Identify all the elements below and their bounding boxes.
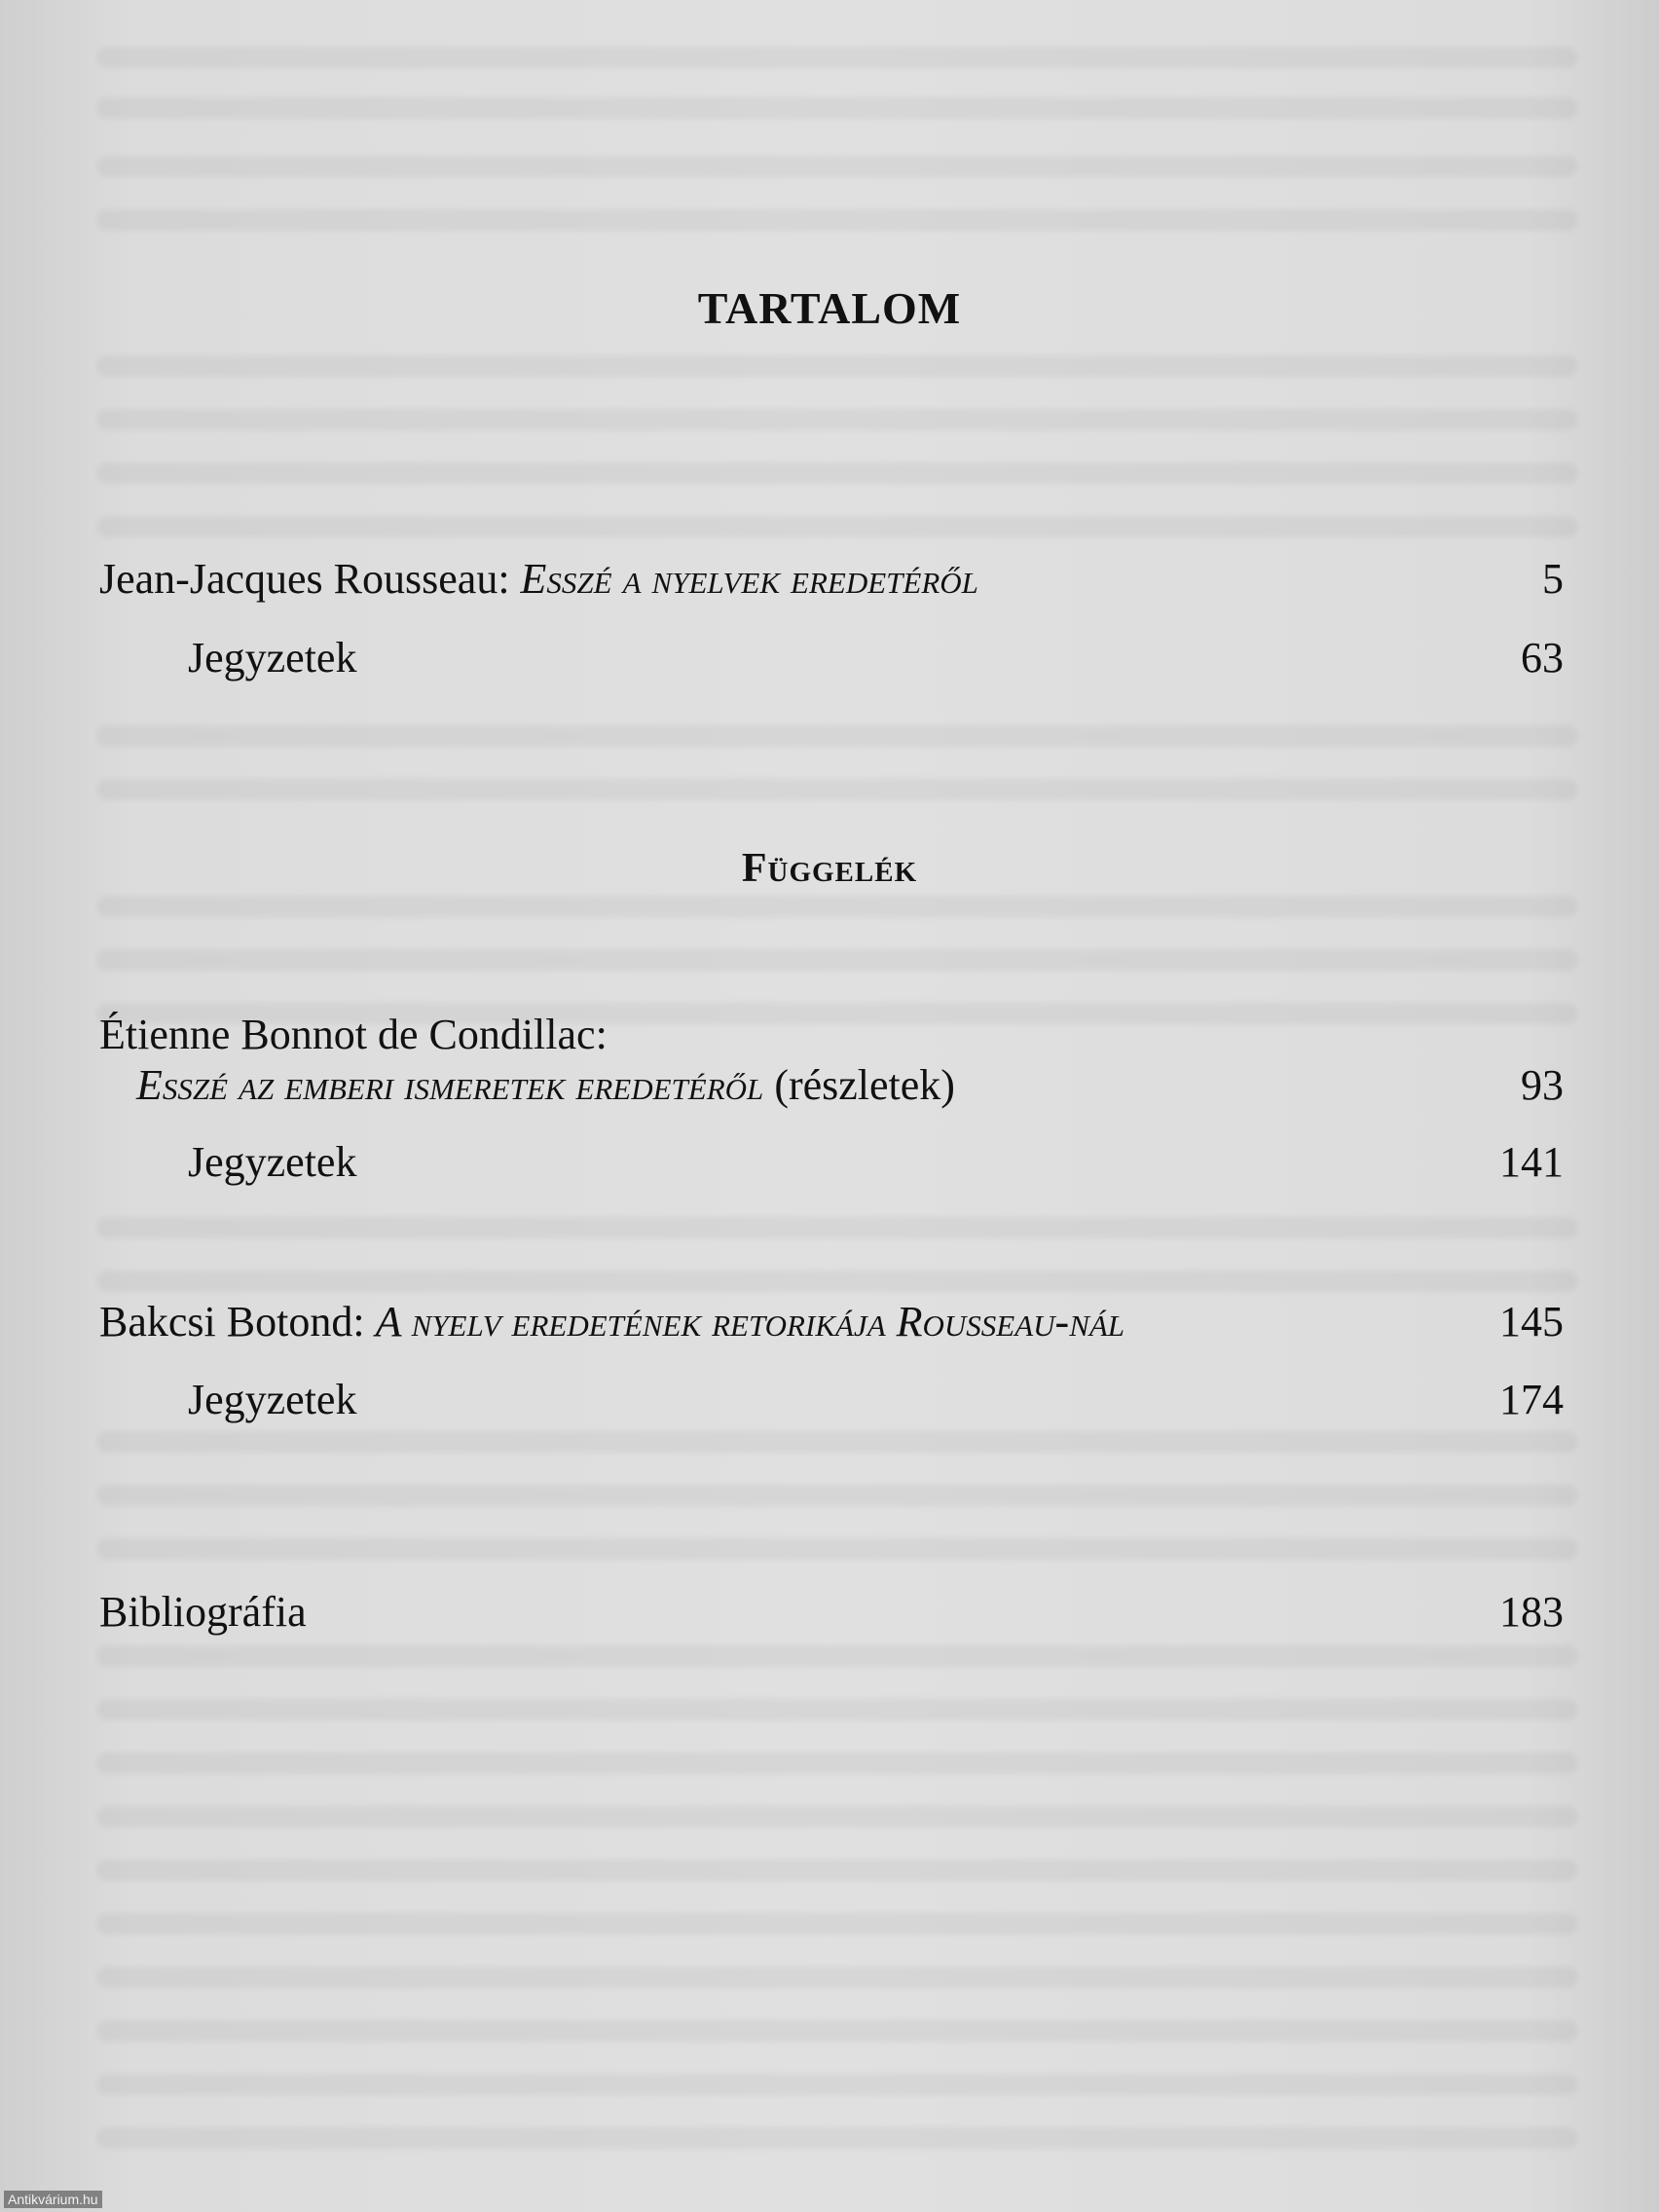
bleed-through-line bbox=[97, 409, 1577, 430]
bleed-through-line bbox=[97, 1431, 1577, 1453]
entry-work-title: Esszé az emberi ismeretek eredetéről bbox=[136, 1061, 764, 1109]
entry-author: Étienne Bonnot de Condillac: bbox=[99, 1011, 608, 1058]
toc-entry-condillac-author bbox=[99, 1008, 1564, 1062]
bleed-through-line bbox=[97, 97, 1577, 119]
bleed-through-line bbox=[97, 1485, 1577, 1506]
bleed-through-line bbox=[97, 779, 1577, 800]
entry-page-number: 145 bbox=[1499, 1298, 1564, 1346]
watermark: Antikvárium.hu bbox=[4, 2191, 102, 2208]
bleed-through-line bbox=[97, 516, 1577, 537]
entry-work-title: A nyelv eredetének retorikája Rousseau-nál bbox=[375, 1298, 1125, 1346]
bleed-through-line bbox=[97, 1752, 1577, 1774]
section-title-appendix: Függelék bbox=[741, 846, 918, 891]
bleed-through-line bbox=[97, 1538, 1577, 1560]
bleed-through-line bbox=[97, 2074, 1577, 2095]
entry-page-number: 141 bbox=[1499, 1138, 1564, 1186]
toc-entry-bakcsi[interactable] bbox=[99, 1295, 1564, 1349]
toc-entry-notes[interactable] bbox=[188, 1135, 1564, 1190]
bleed-through-line bbox=[97, 2020, 1577, 2042]
entry-author: Jean-Jacques Rousseau: bbox=[99, 555, 510, 603]
toc-entry-notes[interactable] bbox=[188, 631, 1564, 685]
bleed-through-line bbox=[97, 209, 1577, 231]
bleed-through-line bbox=[97, 949, 1577, 971]
page-title: TARTALOM bbox=[697, 283, 962, 333]
bleed-through-line bbox=[97, 2127, 1577, 2149]
bleed-through-line bbox=[97, 156, 1577, 177]
bleed-through-line bbox=[97, 1645, 1577, 1667]
toc-entry-bibliography[interactable] bbox=[99, 1585, 1564, 1640]
bleed-through-line bbox=[97, 47, 1577, 68]
toc-entry-notes[interactable] bbox=[188, 1373, 1564, 1427]
toc-entry-condillac[interactable] bbox=[136, 1058, 1564, 1113]
bleed-through-line bbox=[97, 1913, 1577, 1935]
entry-page-number: 5 bbox=[1542, 555, 1564, 603]
bleed-through-line bbox=[97, 1806, 1577, 1827]
entry-work-title: Esszé a nyelvek eredetéről bbox=[520, 555, 978, 603]
bleed-through-line bbox=[97, 355, 1577, 377]
bleed-through-line bbox=[97, 1217, 1577, 1238]
entry-label: Bibliográfia bbox=[99, 1588, 307, 1636]
entry-label: Jegyzetek bbox=[188, 634, 357, 682]
toc-entry-rousseau[interactable] bbox=[99, 552, 1564, 607]
entry-page-number: 174 bbox=[1499, 1376, 1564, 1423]
bleed-through-line bbox=[97, 1860, 1577, 1881]
entry-label: Jegyzetek bbox=[188, 1376, 357, 1423]
entry-page-number: 183 bbox=[1499, 1588, 1564, 1636]
entry-page-number: 93 bbox=[1521, 1061, 1564, 1109]
entry-author: Bakcsi Botond: bbox=[99, 1298, 365, 1346]
entry-page-number: 63 bbox=[1521, 634, 1564, 682]
bleed-through-line bbox=[97, 462, 1577, 484]
bleed-through-line bbox=[97, 896, 1577, 917]
bleed-through-line bbox=[97, 1699, 1577, 1720]
bleed-through-line bbox=[97, 725, 1577, 747]
bleed-through-line bbox=[97, 1967, 1577, 1988]
entry-suffix: (részletek) bbox=[774, 1061, 955, 1109]
entry-label: Jegyzetek bbox=[188, 1138, 357, 1186]
bleed-through-line bbox=[97, 1271, 1577, 1292]
